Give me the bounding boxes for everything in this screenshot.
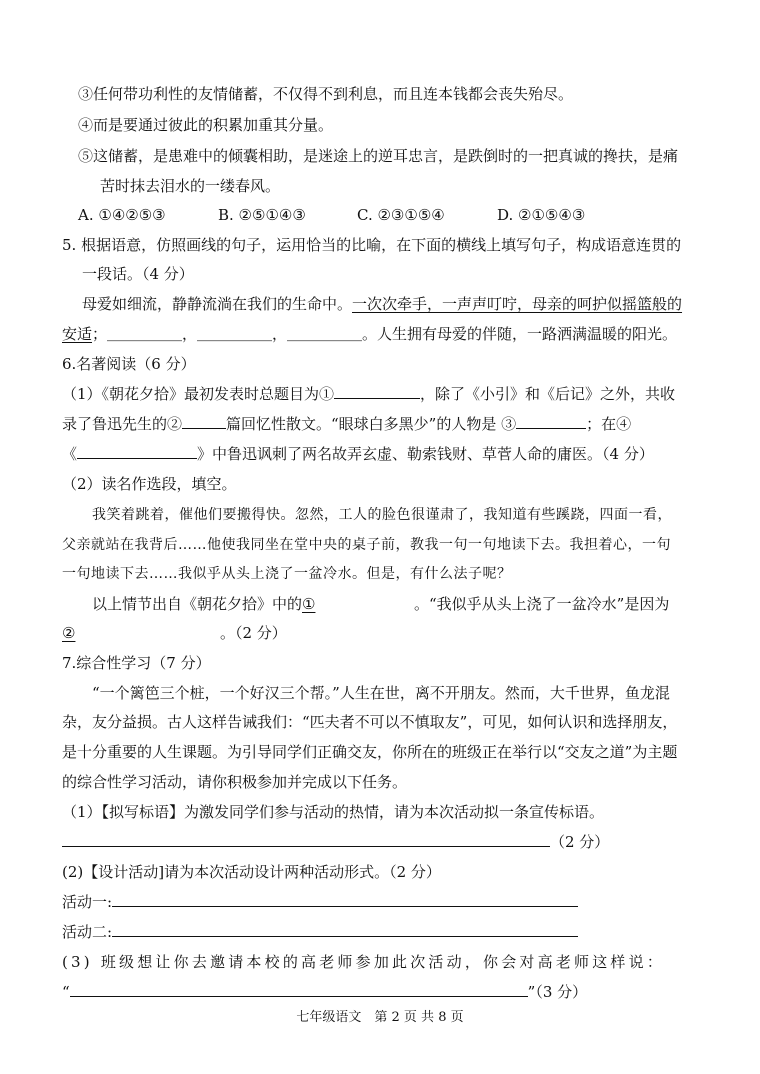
q7-task-3-score: ”（3 分）: [527, 983, 588, 1001]
q7-task-1-answer: [62, 832, 609, 852]
q6-part1-line-1: [62, 384, 675, 404]
option-b: B. ②⑤①④③: [218, 206, 306, 224]
activity-2-answer-line[interactable]: [112, 922, 578, 937]
q5-paragraph-line-2: [62, 324, 677, 344]
blank-6-mark: ②: [62, 624, 76, 642]
q5-title-line-1: 5. 根据语意，仿照画线的句子，运用恰当的比喻，在下面的横线上填写句子，构成语意连贯的: [62, 236, 682, 254]
q6-part2-question-line-1: [92, 594, 669, 614]
activity-1-label: 活动一:: [62, 893, 113, 911]
page-footer: 七年级语文 第 2 页 共 8 页: [296, 1010, 464, 1025]
q7-task-3: (3) 班级想让你去邀请本校的高老师参加此次活动，你会对高老师这样说：: [62, 953, 666, 971]
q6-part2-question-line-2: [62, 623, 287, 643]
blank-2[interactable]: [182, 414, 226, 429]
q6-part1-line-2: [62, 414, 631, 434]
q7-task-2: (2)【设计活动]请为本次活动设计两种活动形式。（2 分）: [62, 863, 441, 881]
excerpt-line-3: 一句地读下去……我似乎从头上浇了一盆冷水。但是，有什么法子呢？: [62, 566, 512, 582]
q6-part1-line-3: [62, 444, 654, 464]
q7-title: 7.综合性学习（7 分）: [62, 654, 211, 672]
q6-text: 录了鲁迅先生的②: [62, 415, 183, 433]
q5-model-sentence: 一次次牵手，一声声叮咛，母亲的呵护似摇篮般的: [352, 295, 683, 313]
blank-1[interactable]: [334, 384, 420, 399]
q5-title-line-2: 一段话。（4 分）: [82, 265, 194, 283]
q6-part2-title: （2）读名作选段，填空。: [62, 475, 237, 493]
q6-title: 6.名著阅读（6 分）: [62, 355, 196, 373]
q5-plain-text: 母爱如细流，静静流淌在我们的生命中。: [82, 295, 353, 313]
q6-text: 。“我似乎从头上浇了一盆冷水”是因为: [414, 595, 670, 613]
blank-5[interactable]: [302, 594, 414, 614]
open-quote: “: [62, 983, 70, 1001]
sentence-5-line-2: 苦时抹去泪水的一缕春风。: [100, 177, 281, 195]
blank-5-mark: ①: [302, 595, 316, 613]
blank-4[interactable]: [77, 444, 197, 459]
sentence-4: ④而是要通过彼此的积累加重其分量。: [78, 116, 334, 134]
q5-fill-blanks[interactable]: ；＿＿＿＿＿，＿＿＿＿＿，＿＿＿＿＿。人生拥有母爱的伴随，一路洒满温暖的阳光。: [92, 325, 678, 343]
sentence-5-line-1: ⑤这储蓄，是患难中的倾囊相助，是迷途上的逆耳忠言，是跌倒时的一把真诚的搀扶，是痛: [78, 147, 679, 165]
q6-text: ；在④: [586, 415, 632, 433]
q7-intro-line-4: 的综合性学习活动，请你积极参加并完成以下任务。: [62, 773, 408, 791]
option-c: C. ②③①⑤④: [357, 206, 445, 224]
q6-text: ，除了《小引》和《后记》之外，共收: [420, 385, 676, 403]
q7-intro-line-2: 杂，友分益损。古人这样告诫我们：“匹夫者不可以不慎取友”，可见，如何认识和选择朋友，: [62, 713, 678, 731]
q5-paragraph-line-1: [82, 294, 682, 314]
slogan-answer-line[interactable]: [62, 832, 550, 847]
q5-model-sentence-end: 安适: [62, 325, 93, 343]
q7-intro-line-3: 是十分重要的人生课题。为引导同学们正确交友，你所在的班级正在举行以“交友之道”为主题: [62, 743, 678, 761]
activity-1-answer-line[interactable]: [112, 892, 578, 907]
q6-text: 。（2 分）: [220, 624, 287, 642]
invitation-answer-line[interactable]: [70, 982, 528, 997]
activity-2-row: [62, 922, 578, 942]
excerpt-line-2: 父亲就站在我背后……他使我同坐在堂中央的桌子前，教我一句一句地读下去。我担着心，一句: [62, 537, 671, 553]
q7-intro-line-1: “一个篱笆三个桩，一个好汉三个帮。”人生在世，离不开朋友。然而，大千世界，鱼龙混: [92, 684, 670, 702]
q7-task-1: （1）【拟写标语】为激发同学们参与活动的热情，请为本次活动拟一条宣传标语。: [62, 803, 605, 821]
blank-6[interactable]: [62, 623, 220, 643]
q6-text: 《: [62, 445, 78, 463]
q6-text: 》中鲁迅讽刺了两名故弄玄虚、勒索钱财、草菅人命的庸医。（4 分）: [197, 445, 654, 463]
q7-task-3-answer: [62, 982, 587, 1002]
q6-text: 篇回忆性散文。“眼球白多黑少”的人物是 ③: [226, 415, 517, 433]
q6-text: （1）《朝花夕拾》最初发表时总题目为①: [62, 385, 335, 403]
q7-task-1-score: （2 分）: [550, 833, 610, 851]
activity-1-row: [62, 892, 578, 912]
option-a: A. ①④②⑤③: [78, 206, 166, 224]
excerpt-line-1: 我笑着跳着，催他们要搬得快。忽然，工人的脸色很谨肃了，我知道有些蹊跷，四面一看，: [92, 507, 672, 523]
sentence-3: ③任何带功利性的友情储蓄，不仅得不到利息，而且连本钱都会丧失殆尽。: [78, 85, 574, 103]
activity-2-label: 活动二:: [62, 923, 113, 941]
option-d: D. ②①⑤④③: [497, 206, 586, 224]
q6-text: 以上情节出自《朝花夕拾》中的: [92, 595, 303, 613]
blank-3[interactable]: [516, 414, 586, 429]
